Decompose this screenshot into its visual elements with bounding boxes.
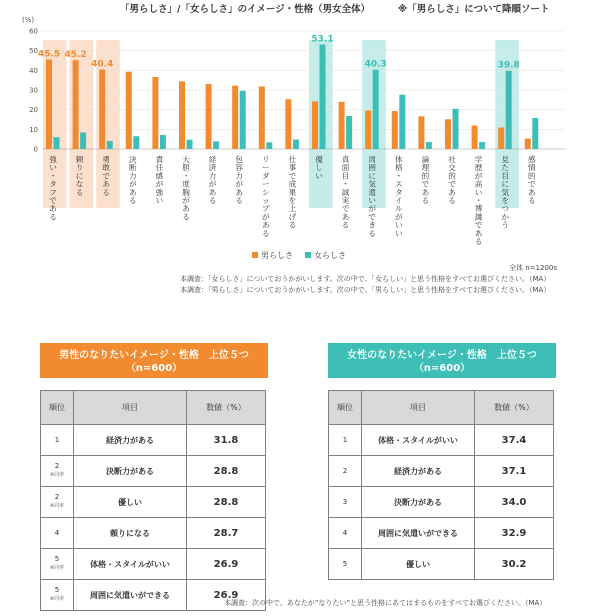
x-tick-label: 強い・タフである [49, 155, 57, 222]
legend-label-male: 男らしさ [261, 251, 293, 260]
table-row [329, 456, 554, 487]
bar-female [133, 136, 139, 149]
value-cell: 30.2 [475, 549, 554, 580]
rank-cell [329, 549, 362, 580]
item-cell: 頼りになる [74, 518, 187, 549]
bar-male [525, 139, 531, 149]
y-tick-label: 60 [29, 27, 38, 36]
bar-male [179, 81, 185, 149]
x-tick-label: 頼りになる [75, 155, 84, 197]
bar-female [320, 45, 326, 149]
item-cell: 決断力がある [74, 456, 187, 487]
rank-cell [329, 518, 362, 549]
bar-male [126, 72, 132, 149]
rank-number: 3 [342, 497, 348, 506]
rank-number: 4 [54, 528, 60, 537]
x-tick-label: 大胆・度胸がある [182, 155, 190, 222]
y-tick-label: 30 [29, 86, 38, 95]
data-label: 40.3 [364, 59, 387, 70]
rank-cell [329, 425, 362, 456]
bar-chart [0, 0, 600, 300]
rank-cell [329, 456, 362, 487]
bar-male [99, 70, 105, 149]
x-tick-label: 見た目に気をつかう [501, 155, 509, 230]
table-row [329, 425, 554, 456]
y-tick-label: 50 [29, 47, 38, 56]
bar-male [472, 126, 478, 149]
rank-cell [41, 549, 74, 580]
bar-male [339, 102, 345, 149]
tie-note: ※同率 [49, 565, 65, 571]
x-tick-label: 優しい [315, 155, 323, 181]
item-cell: 周囲に気遣いができる [362, 518, 475, 549]
rank-cell [41, 580, 74, 611]
bar-female [160, 135, 166, 149]
bar-female [293, 140, 299, 149]
female-table-title-line1: 女性のなりたいイメージ・性格 上位５つ [347, 350, 537, 361]
bar-female [373, 70, 379, 149]
item-cell: 優しい [362, 549, 475, 580]
bar-female [54, 137, 60, 149]
table-row [41, 487, 266, 518]
bar-male [285, 99, 291, 149]
rank-number: 5 [342, 559, 348, 568]
chart-title: 「男らしさ」/「女らしさ」のイメージ・性格（男女全体） [120, 4, 371, 15]
value-cell: 31.8 [187, 425, 266, 456]
value-cell: 28.7 [187, 518, 266, 549]
value-cell: 26.9 [187, 580, 266, 611]
x-tick-label: 社交的である [448, 155, 456, 205]
bar-female [399, 95, 405, 149]
item-cell: 決断力がある [362, 487, 475, 518]
value-cell: 37.4 [475, 425, 554, 456]
bar-male [418, 116, 424, 149]
rank-number: 5 [54, 586, 60, 594]
rank-number: 5 [54, 555, 60, 563]
data-label: 53.1 [311, 34, 334, 45]
bar-male [152, 77, 158, 149]
col-value: 数値（%） [187, 391, 266, 425]
x-tick-label: 学歴が高い・博識である [474, 155, 483, 246]
rank-cell [41, 487, 74, 518]
x-tick-label: リーダーシップがある [262, 155, 270, 238]
rank-number: 2 [342, 466, 348, 475]
male-table-title-line2: （n=600） [125, 363, 183, 374]
col-rank: 順位 [329, 391, 362, 425]
x-tick-label: 感情的である [528, 155, 536, 205]
value-cell: 37.1 [475, 456, 554, 487]
table-row [329, 487, 554, 518]
bar-female [426, 142, 432, 149]
x-tick-label: 責任感が強い [155, 155, 164, 205]
bar-male [312, 101, 318, 149]
rank-number: 4 [342, 528, 348, 537]
bar-female [453, 109, 459, 149]
col-item: 項目 [362, 391, 475, 425]
y-tick-label: 40 [29, 66, 38, 75]
bar-male [259, 86, 265, 149]
table-row [41, 549, 266, 580]
value-cell: 28.8 [187, 456, 266, 487]
bar-female [213, 141, 219, 149]
x-tick-label: 決断力がある [129, 155, 137, 205]
col-rank: 順位 [41, 391, 74, 425]
x-tick-label: 周囲に気遣いができる [368, 155, 376, 238]
legend [252, 250, 346, 260]
legend-label-female: 女らしさ [314, 251, 346, 260]
rank-cell [329, 487, 362, 518]
bar-female [532, 118, 538, 149]
bar-female [506, 71, 512, 149]
data-label: 39.8 [497, 60, 520, 71]
bar-layer [46, 45, 538, 149]
value-cell: 34.0 [475, 487, 554, 518]
value-cell: 26.9 [187, 549, 266, 580]
item-cell: 経済力がある [362, 456, 475, 487]
female-table-title [328, 343, 556, 378]
survey-note-male: 本調査：「男らしさ」についておうかがいします。次の中で、「男らしい」と思う性格をすべてお選びください。（MA） [180, 286, 551, 294]
female-ranking-table [328, 390, 554, 580]
x-tick-label: 論理的である [421, 155, 430, 205]
table-row [41, 518, 266, 549]
male-ranking-table [40, 390, 266, 611]
col-item: 項目 [74, 391, 187, 425]
rank-cell [41, 518, 74, 549]
item-cell: 周囲に気遣いができる [74, 580, 187, 611]
rank-number: 1 [342, 435, 348, 444]
rank-number: 2 [54, 462, 60, 470]
bar-male [73, 60, 79, 149]
legend-swatch-male [252, 252, 258, 258]
bar-male [445, 119, 451, 149]
legend-swatch-female [305, 252, 311, 258]
x-tick-label: 経済力がある [208, 155, 217, 205]
male-table-title-line1: 男性のなりたいイメージ・性格 上位５つ [59, 350, 249, 361]
x-tick-label: 体格・スタイルがいい [395, 155, 403, 238]
bar-female [107, 141, 113, 149]
data-label: 45.5 [37, 49, 61, 60]
tie-note: ※同率 [49, 472, 65, 478]
bar-female [187, 140, 193, 149]
value-cell: 28.8 [187, 487, 266, 518]
bar-male [232, 86, 238, 149]
table-row [329, 549, 554, 580]
bar-female [240, 91, 246, 149]
bar-female [479, 142, 485, 149]
table-row [41, 456, 266, 487]
rank-cell [41, 425, 74, 456]
female-table-title-line2: （n=600） [413, 363, 471, 374]
table-row [41, 425, 266, 456]
item-cell: 体格・スタイルがいい [74, 549, 187, 580]
value-cell: 32.9 [475, 518, 554, 549]
x-tick-label: 包容力がある [235, 155, 243, 205]
x-tick-label: 真面目・誠実である [341, 155, 350, 230]
bar-male [392, 111, 398, 149]
item-cell: 体格・スタイルがいい [362, 425, 475, 456]
col-value: 数値（%） [475, 391, 554, 425]
male-table-title [40, 343, 268, 378]
y-tick-label: 10 [29, 125, 38, 134]
sort-note: ※「男らしさ」について降順ソート [398, 4, 550, 15]
item-cell: 経済力がある [74, 425, 187, 456]
y-unit-label: (%) [22, 16, 35, 24]
bar-male [206, 84, 212, 149]
data-label: 40.4 [91, 59, 114, 70]
bar-male [365, 110, 371, 149]
bar-female [80, 132, 86, 149]
data-label: 45.2 [64, 50, 87, 61]
y-tick-label: 0 [33, 145, 38, 154]
rank-number: 2 [54, 493, 60, 501]
rank-number: 1 [54, 435, 60, 444]
rank-cell [41, 456, 74, 487]
x-tick-label: 仕事で成果を上げる [288, 155, 297, 230]
bar-male [498, 128, 504, 149]
bar-female [346, 116, 352, 149]
y-tick-label: 20 [29, 106, 38, 115]
table-row [329, 518, 554, 549]
bar-male [46, 60, 52, 149]
tie-note: ※同率 [49, 503, 65, 509]
x-tick-label: 勇敢である [102, 155, 110, 197]
survey-note-ideal: 本調査：次の中で、あなたが“なりたい”と思う性格にあてはまるものをすべてお選びください。（MA） [224, 599, 547, 607]
survey-note-female: 本調査：「女らしさ」についておうかがいします。次の中で、「女らしい」と思う性格をすべてお選びください。（MA） [180, 275, 551, 283]
tie-note: ※同率 [49, 596, 65, 602]
bar-female [266, 142, 272, 149]
total-n-note: 全体 n=1200s [509, 264, 557, 272]
item-cell: 優しい [74, 487, 187, 518]
